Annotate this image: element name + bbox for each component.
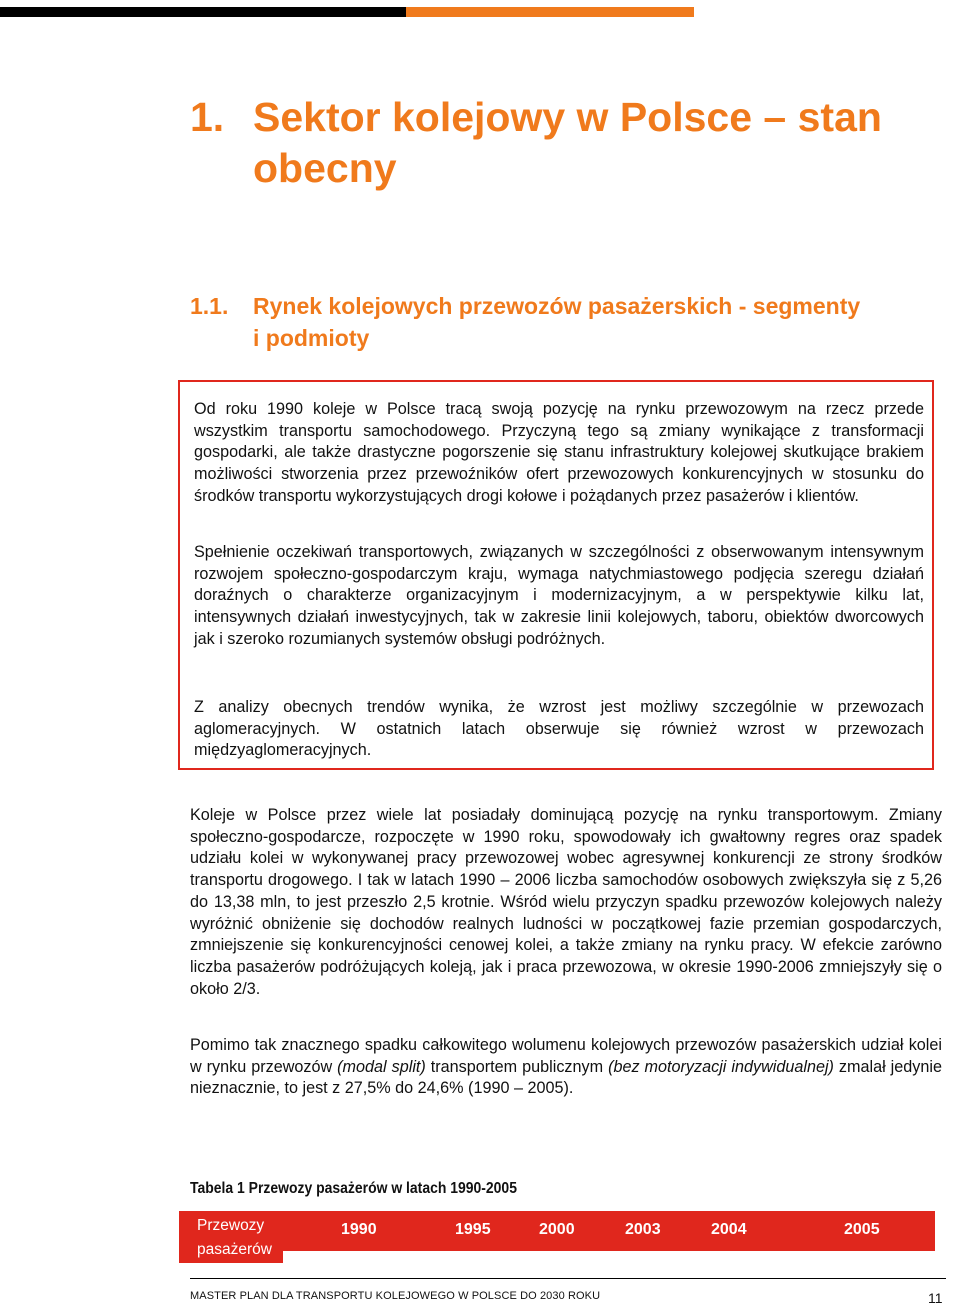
table-row-label-line2: pasażerów — [197, 1241, 272, 1258]
year-header-2004: 2004 — [711, 1221, 747, 1238]
summary-box — [178, 380, 934, 770]
body-paragraph-1: Koleje w Polsce przez wiele lat posiadały dominującą pozycję na rynku transportowym. Zmiany społeczno-gospodarcze, rozpoczęte w 1990 roku, spowodowały ich gwałtowny regres oraz spadek udziału kolei w wykonywanej pracy przewozowej wobec agresywnej konkurencji ze strony środków transportu drogowego. I tak w latach 1990 – 2006 liczba samochodów osobowych zwiększyła się z 5,26 do 13,38 mln, to jest przeszło 2,5 krotnie. Wśród wielu przyczyn spadku przewozów kolejowych należy wyróżnić obniżenie się dochodów realnych ludności w początkowej fazie przemian gospodarczych, zmniejszenie się konkurencyjności cenowej kolei, a także zmiany na rynku pracy. W efekcie zarówno liczba pasażerów podróżujących koleją, jak i praca przewozowa, w okresie 1990-2006 zmniejszyły się o około 2/3. — [190, 806, 942, 998]
footer-divider — [190, 1278, 946, 1279]
table-caption: Tabela 1 Przewozy pasażerów w latach 1990-2005 — [190, 1180, 517, 1197]
footer-title: MASTER PLAN DLA TRANSPORTU KOLEJOWEGO W POLSCE DO 2030 ROKU — [190, 1290, 601, 1302]
summary-paragraph-1: Od roku 1990 koleje w Polsce tracą swoją pozycję na rynku przewozowym na rzecz przede wszystkim transportu samochodowego. Przyczyną tego są zmiany wynikające z transformacji gospodarki, ale także drastyczne pogorszenie się stanu infrastruktury kolejowej skutkujące brakiem możliwości stworzenia przez przewoźników ofert przewozowych konkurencyjnych w stosunku do środków transportu wykorzystujących drogi kołowe i pożądanych przez pasażerów i klientów. — [194, 400, 924, 505]
section-title-line2: i podmioty — [253, 325, 370, 351]
table-row-label-line1: Przewozy — [197, 1217, 265, 1234]
chapter-number: 1. — [190, 94, 225, 140]
private-motorization-term: (bez motoryzacji indywidualnej) — [608, 1057, 834, 1076]
chapter-heading — [190, 92, 950, 194]
year-header-2003: 2003 — [625, 1221, 661, 1238]
summary-paragraph-2: Spełnienie oczekiwań transportowych, związanych w szczególności z obserwowanym intensywnym rozwojem społeczno-gospodarczym kraju, wymaga natychmiastowego podjęcia szeregu działań doraźnych o charakterze organizacyjnym i modernizacyjnym, a w perspektywie kilku lat, intensywnych działań inwestycyjnych, tak w zakresie linii kolejowych, taboru, obiektów dworcowych jak i szeroko rozumianych systemów obsługi podróżnych. — [194, 543, 924, 648]
body-paragraph-2-part-a: Pomimo tak znacznego spadku całkowitego wolumenu kolejowych przewozów pasażerskich udział kolei w rynku przewozów — [190, 1036, 942, 1076]
header-bar-black — [0, 7, 406, 17]
header-bar-orange — [406, 7, 694, 17]
section-title-line1: Rynek kolejowych przewozów pasażerskich - segmenty — [253, 293, 861, 319]
body-paragraph-2-part-e: zmalał jedynie nieznacznie, to jest z 27,5% do 24,6% (1990 – 2005). — [190, 1057, 942, 1098]
page-number: 11 — [928, 1290, 943, 1306]
passenger-table-header — [179, 1211, 935, 1263]
year-header-1995: 1995 — [455, 1221, 491, 1238]
table-year-band — [283, 1211, 935, 1251]
section-number: 1.1. — [190, 293, 229, 319]
year-header-2000: 2000 — [539, 1221, 575, 1238]
body-paragraph-2-part-c: transportem publicznym — [425, 1057, 609, 1076]
table-row-label — [179, 1211, 283, 1263]
year-header-2005: 2005 — [844, 1221, 880, 1238]
year-header-1990: 1990 — [341, 1221, 377, 1238]
summary-paragraph-3: Z analizy obecnych trendów wynika, że wzrost jest możliwy szczególnie w przewozach aglomeracyjnych. W ostatnich latach obserwuje się również wzrost w przewozach międzyaglomeracyjnych. — [194, 698, 924, 760]
chapter-title-line1: Sektor kolejowy w Polsce – stan — [253, 94, 882, 140]
section-heading — [190, 290, 950, 354]
chapter-title-line2: obecny — [253, 145, 397, 191]
body-paragraph-2 — [190, 1035, 942, 1100]
modal-split-term: (modal split) — [337, 1057, 426, 1076]
